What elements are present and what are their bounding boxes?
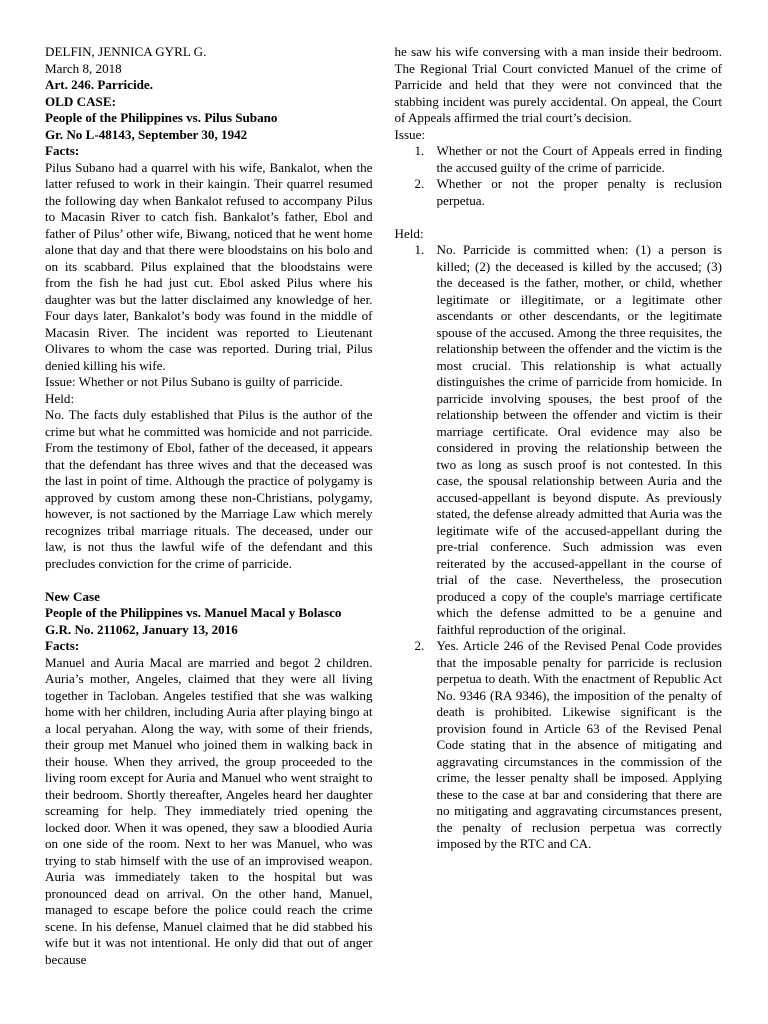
held-text: Yes. Article 246 of the Revised Penal Code provides that the imposable penalty for parricide is reclusion perpetua to death. With the enactment of Republic Act No. 9346 (RA 9346), the imposition of the penalty of death is prohibited. Likewise significant is the provision found in Article 63 of the Revised Penal Code stating that in the absence of mitigating and aggravating circumstances in the commission of the crime, the lesser penalty shall be imposed. Applying these to the case at bar and considering that there are no mitigating and aggravating circumstances present, the penalty of reclusion perpetua was correctly imposed by the RTC and CA. xyxy=(436,638,722,851)
old-case-issue: Issue: Whether or not Pilus Subano is guilty of parricide. xyxy=(45,374,343,389)
old-case-citation: Gr. No L-48143, September 30, 1942 xyxy=(45,126,248,142)
held-number: 1. xyxy=(414,242,425,257)
new-case-heading: New Case xyxy=(45,588,100,604)
held-number: 2. xyxy=(414,638,425,653)
new-case-citation: G.R. No. 211062, January 13, 2016 xyxy=(45,621,238,637)
issue-text: Whether or not the Court of Appeals erred in finding the accused guilty of the crime of parricide. xyxy=(436,143,722,175)
document-date: March 8, 2018 xyxy=(45,60,122,76)
section-spacer xyxy=(395,209,723,226)
left-column xyxy=(45,44,373,1024)
old-case-heading: OLD CASE: xyxy=(45,93,116,109)
new-case-title: People of the Philippines vs. Manuel Macal y Bolasco xyxy=(45,605,342,620)
old-case-held: No. The facts duly established that Pilus is the author of the crime but what he committed was homicide and not parricide. From the testimony of Ebol, father of the deceased, it appears that the defendant has three wives and that the deceased was the last in point of time. Although the practice of polygamy is approved by custom among these non-Christians, polygamy, however, is not sactioned by the Marriage Law which merely recognizes tribal marriage rituals. The deceased, under our law, is not thus the lawful wife of the defendant and this precludes conviction for the crime of parricide. xyxy=(45,407,373,571)
new-case-facts-label: Facts: xyxy=(45,638,80,653)
right-column xyxy=(395,44,723,1024)
issue-number: 2. xyxy=(414,176,425,191)
held-item xyxy=(395,242,723,638)
old-case-facts-label: Facts: xyxy=(45,143,80,158)
article-heading: Art. 246. Parricide. xyxy=(45,77,153,92)
old-case-facts: Pilus Subano had a quarrel with his wife, Bankalot, when the latter refused to work in their kaingin. Their quarrel resumed the following day when Bankalot refused to accompany Pilus to Macasin River to catch fish. Bankalot’s father, Ebol and father of Pilus’ other wife, Biwang, noticed that he went home alone that day and that there were bloodstains on his bolo and on its scabbard. Pilus explained that the bloodstains were from the fish he had just cut. Ebol asked Pilus where his daughter was but the latter disclaimed any knowledge of her. Four days later, Bankalot’s body was found in the middle of Macasin River. The incident was reported to Lieutenant Olivares to whom the case was reported. During trial, Pilus denied killing his wife. xyxy=(45,159,373,373)
issue-item xyxy=(395,176,723,209)
new-case-facts-part2: he saw his wife conversing with a man inside their bedroom. The Regional Trial Court convicted Manuel of the crime of Parricide and held that they were not convinced that the stabbing incident was purely accidental. On appeal, the Court of Appeals affirmed the trial court’s decision. xyxy=(394,44,722,125)
issue-item xyxy=(395,143,723,176)
issue-list xyxy=(395,143,723,209)
section-spacer xyxy=(45,572,373,589)
held-text: No. Parricide is committed when: (1) a person is killed; (2) the deceased is killed by the accused; (3) the deceased is the father, mother, or child, whether legitimate or illegitimate, or a legitimate other ascendants or other descendants, or the legitimate spouse of the accused. Among the three requisites, the relationship between the offender and the victim is the most crucial. This relationship is what actually distinguishes the crime of parricide from homicide. In parricide involving spouses, the best proof of the relationship between the offender and victim is their marriage certificate. Oral evidence may also be considered in proving the relationship between the two as long as susch proof is not contested. In this case, the spousal relationship between Auria and the accused-appellant is beyond dispute. As previously stated, the defense already admitted that Auria was the legitimate wife of the accused-appellant during the pre-trial conference. Such admission was even reiterated by the accused-appellant in the course of trial of the case. Nevertheless, the prosecution produced a copy of the couple's marriage certificate which the defense admitted to be a genuine and faithful reproduction of the original. xyxy=(436,242,722,637)
new-case-held-label: Held: xyxy=(394,225,424,241)
new-case-facts-part1: Manuel and Auria Macal are married and begot 2 children. Auria’s mother, Angeles, claimed that they were all living together in Tacloban. Angeles testified that she was walking home with her children, including Auria after playing bingo at a local peryahan. Along the way, with some of their friends, their group met Manuel who joined them in walking back in their house. When they arrived, the group proceeded to the living room except for Auria and Manuel who went straight to their bedroom. Shortly thereafter, Angeles heard her daughter screaming for help. They immediately tried opening the locked door. When it was opened, they saw a bloodied Auria on one side of the room. Next to her was Manuel, who was trying to stab himself with the use of an improvised weapon. Auria was immediately taken to the hospital but was pronounced dead on arrival. On the other hand, Manuel, managed to escape before the police could reach the crime scene. In his defense, Manuel claimed that he did stabbed his wife but it was not intentional. He only did that out of anger because xyxy=(45,654,373,967)
held-list xyxy=(395,242,723,853)
issue-number: 1. xyxy=(414,143,425,158)
held-item xyxy=(395,638,723,853)
old-case-title: People of the Philippines vs. Pilus Subano xyxy=(45,110,278,125)
issue-text: Whether or not the proper penalty is reclusion perpetua. xyxy=(436,176,722,208)
author-name: DELFIN, JENNICA GYRL G. xyxy=(45,44,207,59)
new-case-issue-label: Issue: xyxy=(394,126,426,142)
old-case-held-label: Held: xyxy=(45,390,75,406)
